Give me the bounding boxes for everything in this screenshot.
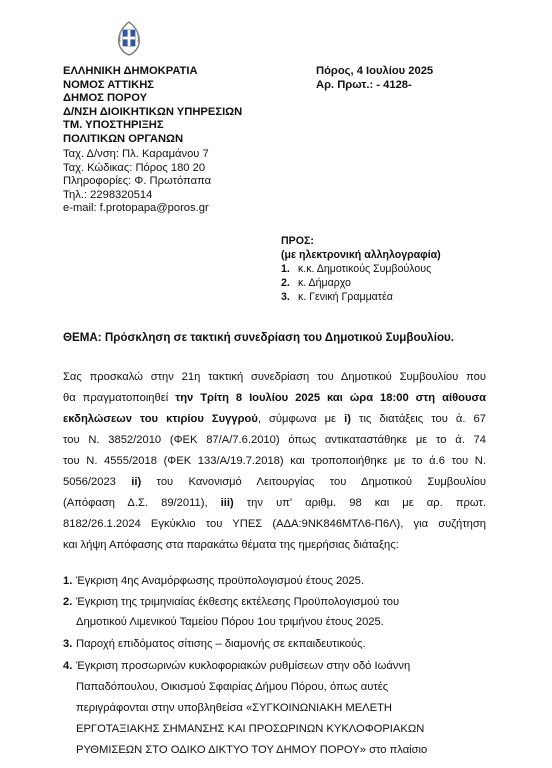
contact-email: e-mail: f.protopapa@poros.gr [63,202,209,215]
body-line-6: 5056/2023 ii) του Κανονισμό Λειτουργίας του Δημοτικού Συμβουλίου [63,476,486,488]
issuer-line-2: ΝΟΜΟΣ ΑΤΤΙΚΗΣ [63,78,155,91]
issuer-line-3: ΔΗΜΟΣ ΠΟΡΟΥ [63,92,148,104]
contact-info: Πληροφορίες: Φ. Πρωτόπαπα [63,175,212,188]
subject-line: ΘΕΜΑ: Πρόσκληση σε τακτική συνεδρίαση του Δημοτικού Συμβουλίου. [63,331,455,344]
agenda-item-3: 3. Παροχή επιδόματος σίτισης – διαμονής σε εκπαιδευτικούς. [63,638,366,650]
issuer-line-1: ΕΛΛΗΝΙΚΗ ΔΗΜΟΚΡΑΤΙΑ [63,65,198,77]
recipients-block [281,234,441,304]
agenda-item-4-line-5: ΡΥΘΜΙΣΕΩΝ ΣΤΟ ΟΔΙΚΟ ΔΙΚΤΥΟ ΤΟΥ ΔΗΜΟΥ ΠΟΡΟΥ» στο πλαίσιο [76,744,428,756]
recipients-title: ΠΡΟΣ: [281,235,314,247]
contact-address: Ταχ. Δ/νση: Πλ. Καραμάνου 7 [63,148,209,160]
recipient-1: 1. κ.κ. Δημοτικούς Συμβούλους [281,263,432,275]
body-line-4: του Ν. 3852/2010 (ΦΕΚ 87/Α/7.6.2010) όπως αντικαταστάθηκε με το ά. 74 [63,434,486,446]
recipients-subtitle: (με ηλεκτρονική αλληλογραφία) [281,249,441,261]
recipient-2: 2. κ. Δήμαρχο [281,277,351,289]
body-line-8: 8182/26.1.2024 Εγκύκλιο του ΥΠΕΣ (ΑΔΑ:9ΝΚ846ΜΤΛ6-Π6Λ), για συζήτηση [63,518,486,530]
agenda-item-4-line-4: ΕΡΓΟΤΑΞΙΑΚΗΣ ΣΗΜΑΝΣΗΣ ΚΑΙ ΠΡΟΣΩΡΙΝΩΝ ΚΥΚΛΟΦΟΡΙΑΚΩΝ [76,723,425,735]
date-line: Πόρος, 4 Ιουλίου 2025 [316,65,434,77]
protocol-line: Αρ. Πρωτ.: - 4128- [316,78,412,91]
contact-postcode: Ταχ. Κώδικας: Πόρος 180 20 [63,161,206,174]
issuer-line-6: ΠΟΛΙΤΙΚΩΝ ΟΡΓΑΝΩΝ [63,132,184,145]
body-line-3: εκδηλώσεων του κτιρίου Συγγρού, σύμφωνα με i) τις διατάξεις του ά. 67 [63,413,486,425]
date-protocol-block [316,65,433,92]
body-line-9: και λήψη Απόφασης στα παρακάτω θέματα της ημερήσιας διάταξης: [63,539,399,551]
agenda-item-4-line-3: περιγράφονται στην υποβληθείσα «ΣΥΓΚΟΙΝΩΝΙΑΚΗ ΜΕΛΕΤΗ [76,702,393,714]
agenda-item-4-line-2: Παπαδόπουλου, Οικισμού Σφαιρίας Δήμου Πόρου, όπως αυτές [76,681,389,693]
contact-phone: Τηλ.: 2298320514 [63,188,153,201]
agenda-item-4: 4. Έγκριση προσωρινών κυκλοφοριακών ρυθμίσεων στην οδό Ιωάννη [63,660,411,672]
contact-block [63,148,211,216]
issuer-line-5: ΤΜ. ΥΠΟΣΤΗΡΙΞΗΣ [63,119,164,131]
body-line-5: του Ν. 4555/2018 (ΦΕΚ 133/Α/19.7.2018) και τροποποιήθηκε με το ά.6 του Ν. [63,455,486,467]
body-line-7: (Απόφαση Δ.Σ. 89/2011), iii) την υπ' αριθμ. 98 και με αρ. πρωτ. [63,497,486,509]
agenda-item-2-line-2: Δημοτικού Λιμενικού Ταμείου Πόρου 1ου τριμήνου έτους 2025. [76,616,384,628]
body-line-1: Σας προσκαλώ στην 21η τακτική συνεδρίαση του Δημοτικού Συμβουλίου που [63,371,486,383]
issuer-line-4: Δ/ΝΣΗ ΔΙΟΙΚΗΤΙΚΩΝ ΥΠΗΡΕΣΙΩΝ [63,105,243,118]
body-line-2: θα πραγματοποιηθεί την Τρίτη 8 Ιουλίου 2025 και ώρα 18:00 στη αίθουσα [63,392,486,404]
issuer-header [63,65,242,146]
greek-coat-of-arms-icon [112,18,146,56]
recipient-3: 3. κ. Γενική Γραμματέα [281,291,393,303]
agenda-item-1: 1. Έγκριση 4ης Αναμόρφωσης προϋπολογισμού έτους 2025. [63,575,364,587]
agenda-item-2: 2. Έγκριση της τριμηνιαίας έκθεσης εκτέλεσης Προϋπολογισμού του [63,596,400,608]
